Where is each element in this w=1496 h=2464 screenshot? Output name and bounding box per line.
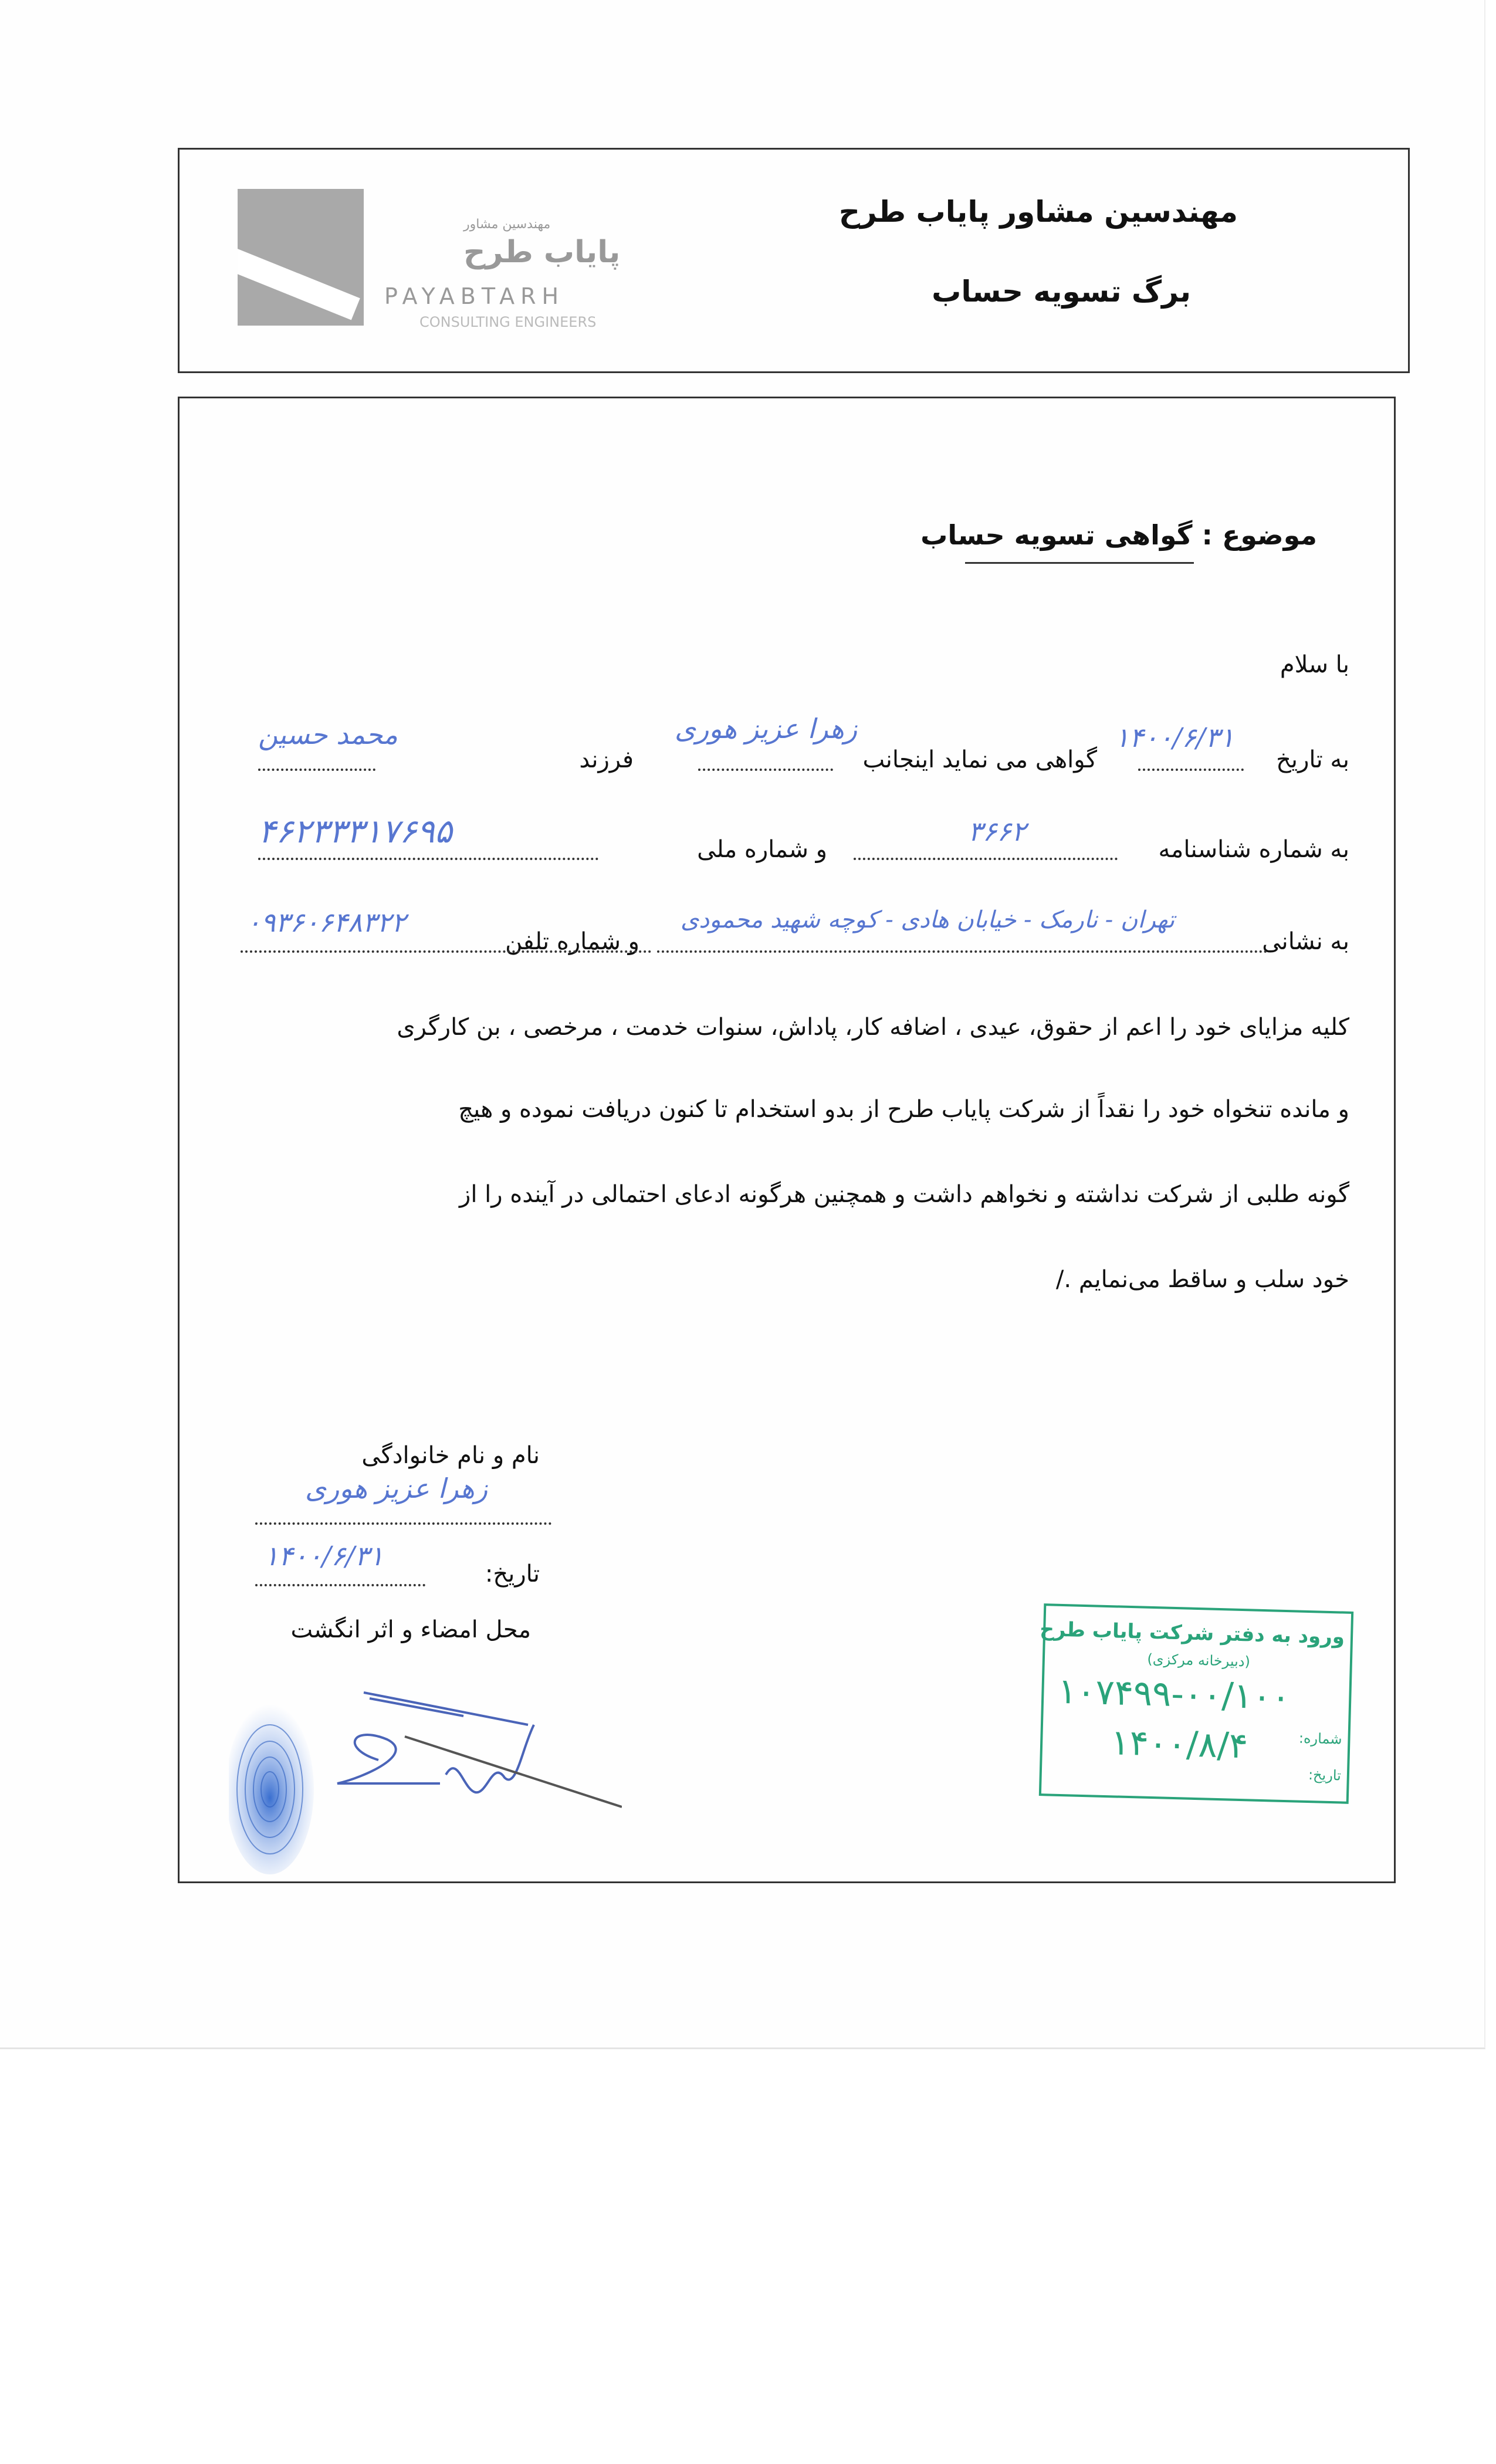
phone-field xyxy=(241,950,651,953)
logo-en-name: PAYABTARH xyxy=(384,283,565,309)
name-value: زهرا عزیز هوری xyxy=(675,713,858,744)
paragraph-line-3: گونه طلبی از شرکت نداشته و نخواهم داشت و همچنین هرگونه ادعای احتمالی در آینده را از xyxy=(459,1181,1349,1208)
name-field xyxy=(698,769,833,771)
paragraph-line-1: کلیه مزایای خود را اعم از حقوق، عیدی ، اضافه کار، پاداش، سنوات خدمت ، مرخصی ، بن کارگری xyxy=(397,1014,1349,1041)
company-title: مهندسین مشاور پایاب طرح xyxy=(838,195,1238,229)
id-label: به شماره شناسنامه xyxy=(1158,836,1349,863)
sign-date-field xyxy=(255,1584,425,1586)
stamp-line-1: ورود به دفتر شرکت پایاب طرح xyxy=(1039,1617,1345,1649)
phone-label: و شماره تلفن xyxy=(505,928,639,955)
paragraph-line-2: و مانده تنخواه خود را نقداً از شرکت پایاب طرح از بدو استخدام تا کنون دریافت نموده و هیچ xyxy=(458,1096,1349,1123)
subject-underline xyxy=(965,562,1194,564)
logo-fa-name: پایاب طرح xyxy=(463,235,621,270)
father-value: محمد حسین xyxy=(258,719,398,750)
date-label: به تاریخ xyxy=(1276,746,1349,773)
entry-stamp xyxy=(1039,1603,1353,1804)
sign-date-value: ۱۴۰۰/۶/۳۱ xyxy=(264,1540,384,1572)
logo-en-sub: CONSULTING ENGINEERS xyxy=(419,314,597,330)
address-value: تهران - نارمک - خیابان هادی - کوچه شهید محمودی xyxy=(681,906,1175,933)
logo-fa-small: مهندسین مشاور xyxy=(463,217,551,232)
address-label: به نشانی xyxy=(1262,928,1349,955)
stamp-number-label: شماره: xyxy=(1298,1729,1342,1748)
subject: موضوع : گواهی تسویه حساب xyxy=(920,519,1317,551)
form-title: برگ تسویه حساب xyxy=(932,275,1191,309)
stamp-date-value: ۱۴۰۰/۸/۴ xyxy=(1110,1722,1249,1767)
sign-date-label: تاریخ: xyxy=(485,1561,540,1588)
signature-place-label: محل امضاء و اثر انگشت xyxy=(290,1616,531,1643)
child-label: فرزند xyxy=(579,746,634,773)
date-value: ۱۴۰۰/۶/۳۱ xyxy=(1115,722,1234,753)
stamp-line-2: (دبیرخانه مرکزی) xyxy=(1147,1650,1251,1670)
stamp-date-label: تاریخ: xyxy=(1308,1766,1342,1784)
national-label: و شماره ملی xyxy=(697,836,827,863)
id-value: ۳۶۶۲ xyxy=(968,815,1026,847)
phone-value: ۰۹۳۶۰۶۴۸۳۲۲ xyxy=(246,906,406,938)
national-id-value: ۴۶۲۳۳۳۱۷۶۹۵ xyxy=(258,813,452,851)
address-field xyxy=(657,950,1267,953)
father-field xyxy=(258,769,375,771)
paragraph-line-4: خود سلب و ساقط می‌نمایم ./ xyxy=(1055,1266,1349,1293)
signature-icon xyxy=(329,1690,622,1813)
greeting: با سلام xyxy=(1280,651,1349,678)
logo-mark xyxy=(238,189,364,326)
stamp-number-value: ۱۰۷۴۹۹-۰۰/۱۰۰ xyxy=(1057,1670,1291,1718)
fullname-value: زهرا عزیز هوری xyxy=(305,1473,488,1504)
certify-label: گواهی می نماید اینجانب xyxy=(862,746,1097,773)
id-field xyxy=(854,858,1118,860)
date-field xyxy=(1138,769,1244,771)
national-id-field xyxy=(258,858,598,860)
fullname-field xyxy=(255,1522,551,1525)
fingerprint-icon xyxy=(229,1690,317,1877)
fullname-label: نام و نام خانوادگی xyxy=(361,1442,540,1469)
